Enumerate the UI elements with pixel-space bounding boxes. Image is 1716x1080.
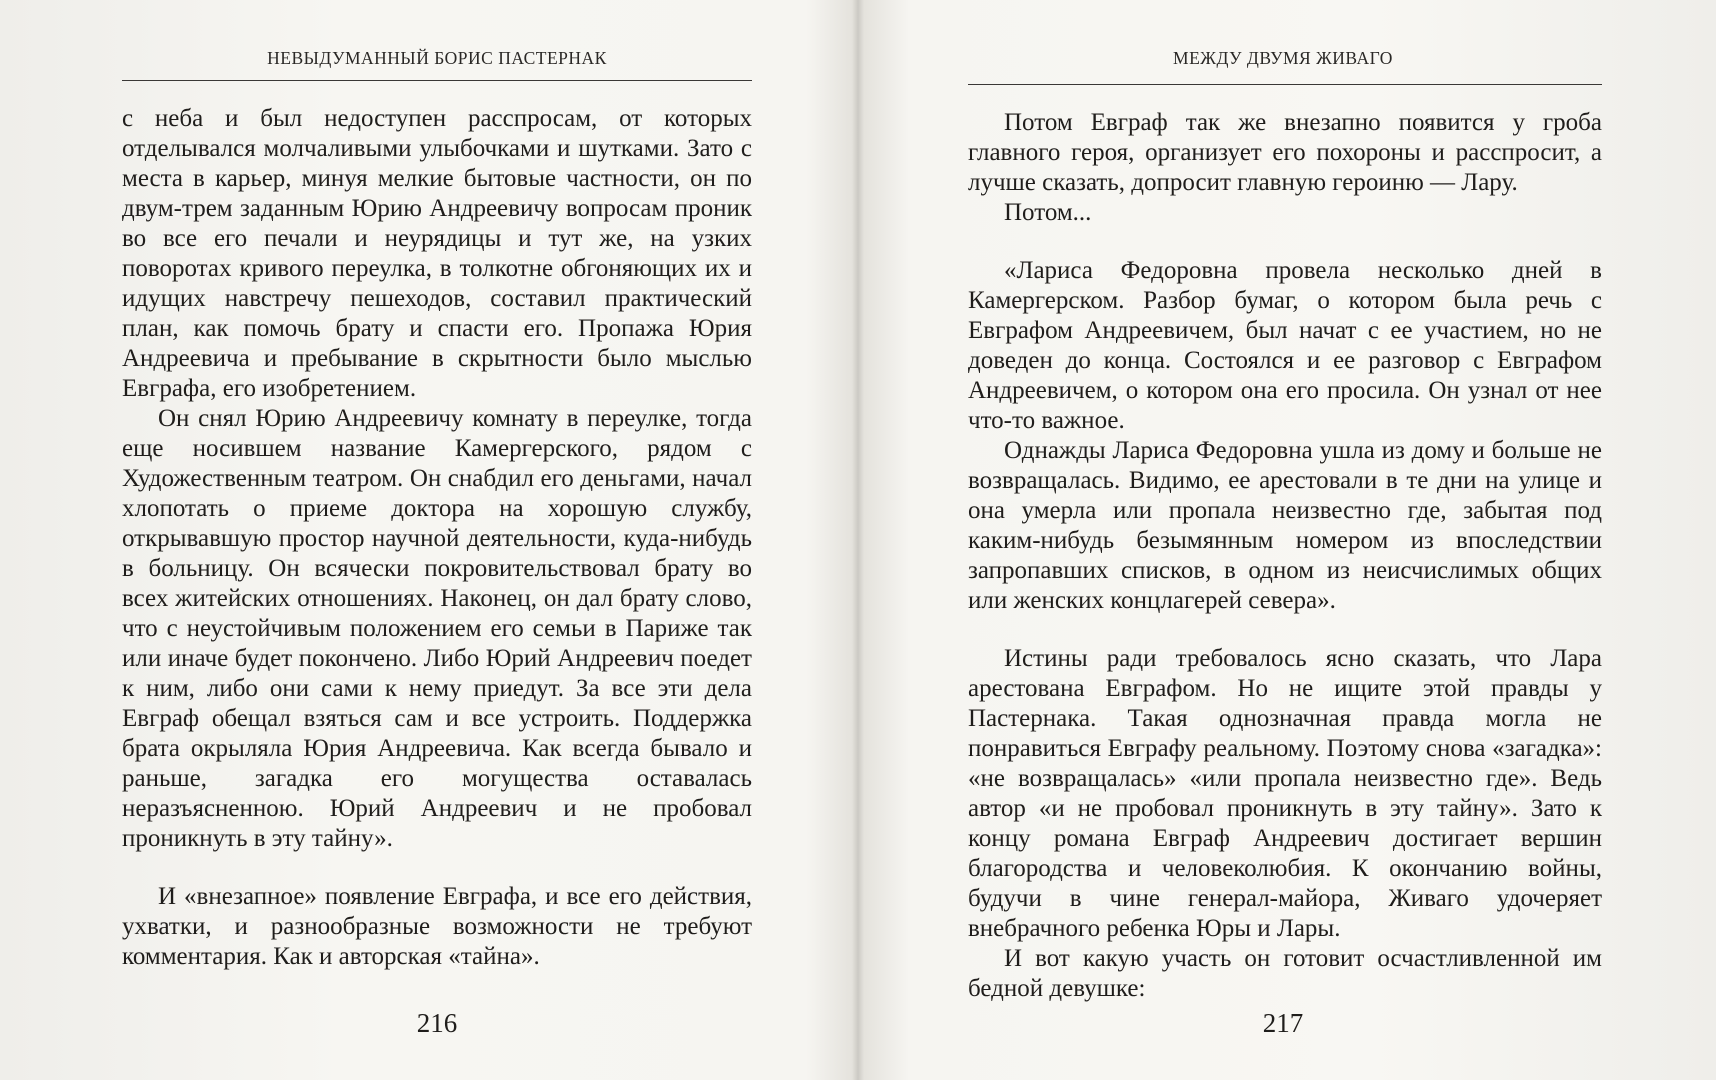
block-quote-paragraph: «Лариса Федоровна провела несколько дней в Камергерском. Разбор бумаг, о котором была речь с Евграфом Андреевичем, был начат с ее участием, но не доведен до конца. Состоялся и ее разговор с Евграфом Андреевичем, о котором она его просила. Он узнал от нее что-то важное. (968, 257, 1602, 434)
left-page-number: 216 (416, 1008, 458, 1038)
paragraph: с неба и был недоступен расспросам, от которых отделывался молчаливыми улыбочками и шутками. Зато с места в карьер, минуя мелкие бытовые частности, он по двум-трем заданным Юрию Андреевичу вопросам проник во все его печали и неурядицы и тут же, на узких поворотах кривого переулка, в толкотне обгоняющих их и идущих навстречу пешеходов, составил практический план, как помочь брату и спасти его. Пропажа Юрия Андреевича и пребывание в скрытности было мыслью Евграфа, его изобретением. (122, 105, 752, 402)
right-header-rule (968, 84, 1602, 85)
paragraph: Истины ради требовалось ясно сказать, что Лара арестована Евграфом. Но не ищите этой правды у Пастернака. Такая однозначная правда могла не понравиться Евграфу реальному. Поэтому снова «загадка»: «не возвращалась» «или пропала неизвестно где». Ведь автор «и не пробовал проникнуть в эту тайну». Зато к концу романа Евграф Андреевич достигает вершин благородства и человеколюбия. К окончанию войны, будучи в чине генерал-майора, Живаго удочеряет внебрачного ребенка Юры и Лары. (968, 645, 1602, 942)
right-body-text (968, 108, 1602, 1004)
right-page (860, 0, 1716, 1080)
paragraph: Потом Евграф так же внезапно появится у гроба главного героя, организует его похороны и расспросит, а лучше сказать, допросит главную героиню — Лару. (968, 109, 1602, 196)
paragraph: Он снял Юрию Андреевичу комнату в переулке, тогда еще носившем название Камергерского, рядом с Художественным театром. Он снабдил его деньгами, начал хлопотать о приеме доктора на хорошую службу, открывавшую простор научной деятельности, куда-нибудь в больницу. Он всячески покровительствовал брату во всех житейских отношениях. Наконец, он дал брату слово, что с неустойчивым положением его семьи в Париже так или иначе будет покончено. Либо Юрий Андреевич поедет к ним, либо они сами к нему приедут. За все эти дела Евграф обещал взяться сам и все устроить. Поддержка брата окрыляла Юрия Андреевича. Как всегда бывало и раньше, загадка его могущества оставалась неразъясненною. Юрий Андреевич и не пробовал проникнуть в эту тайну». (122, 405, 752, 852)
left-body-text (122, 104, 752, 972)
left-running-head: НЕВЫДУМАННЫЙ БОРИС ПАСТЕРНАК (267, 48, 607, 68)
left-header-rule (122, 80, 752, 81)
paragraph: И «внезапное» появление Евграфа, и все его действия, ухватки, и разнообразные возможности не требуют комментария. Как и авторская «тайна». (122, 883, 752, 970)
right-running-head: МЕЖДУ ДВУМЯ ЖИВАГО (1173, 48, 1393, 68)
paragraph: Потом... (1004, 199, 1092, 226)
paragraph: И вот какую участь он готовит осчастливленной им бедной девушке: (968, 945, 1602, 1002)
right-page-number: 217 (1262, 1008, 1304, 1038)
block-quote-paragraph: Однажды Лариса Федоровна ушла из дому и больше не возвращалась. Видимо, ее арестовали в те дни на улице и она умерла или пропала неизвестно где, забытая под каким-нибудь безымянным номером из впоследствии запропавших списков, в одном из неисчислимых общих или женских концлагерей севера». (968, 437, 1602, 614)
